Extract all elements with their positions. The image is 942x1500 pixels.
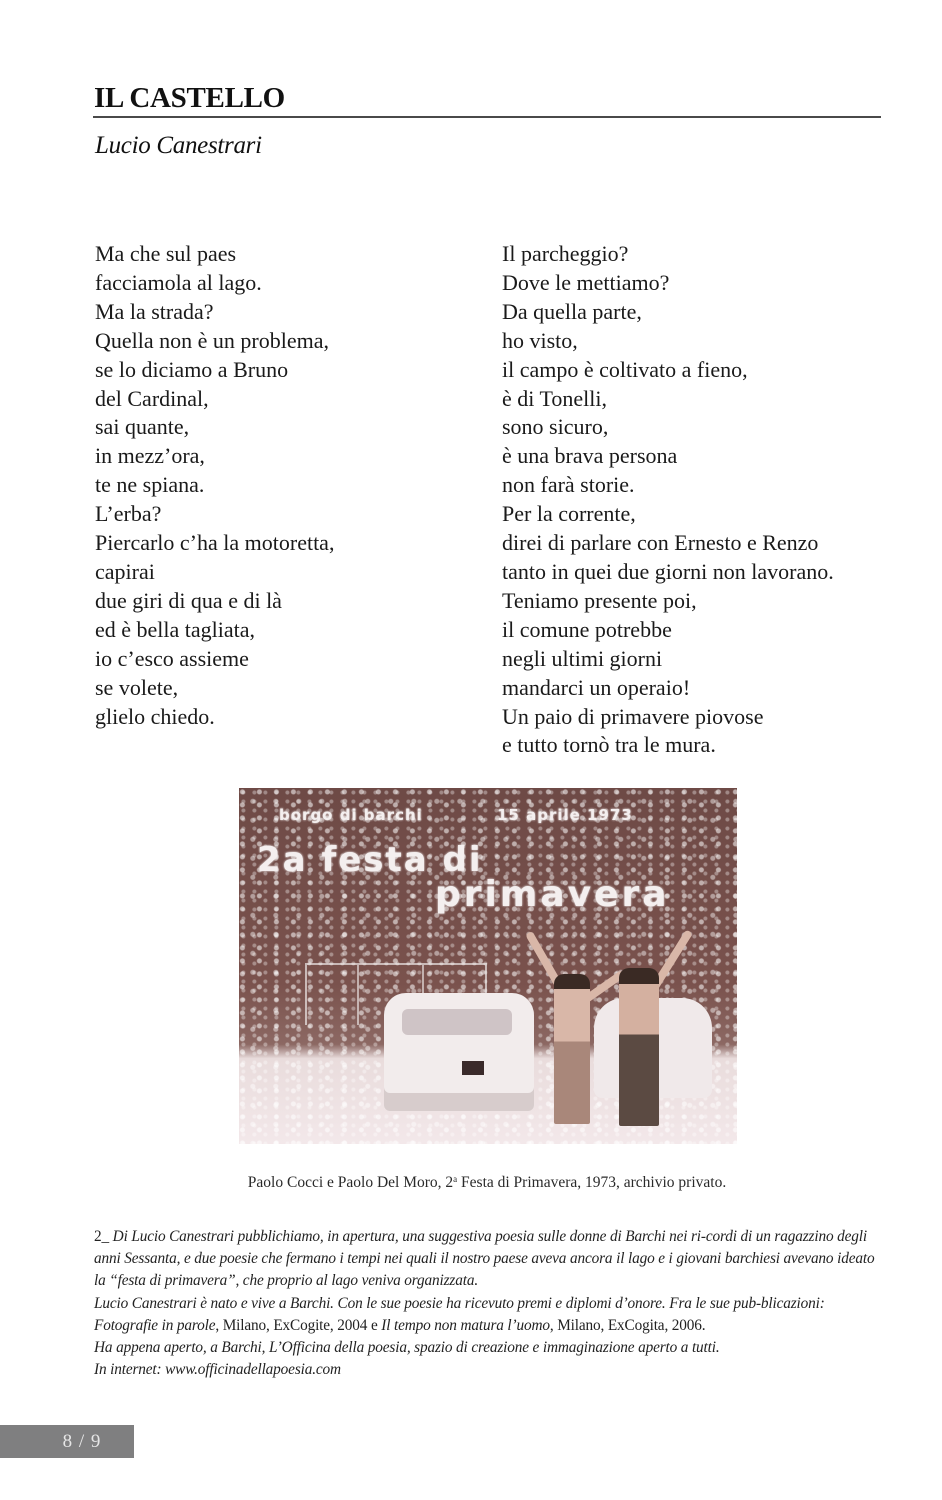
sign-text-primavera: primavera	[435, 874, 670, 915]
footnote-text: , Milano, ExCogite, 2004 e	[215, 1316, 382, 1334]
author-name: Lucio Canestrari	[95, 132, 262, 159]
poem-line: Ma la strada?	[95, 298, 214, 324]
poem-line: negli ultimi giorni	[502, 645, 663, 671]
car-left	[384, 993, 534, 1111]
poem-line: del Cardinal,	[95, 385, 209, 411]
photo-caption	[0, 1169, 942, 1193]
poem-line: se lo diciamo a Bruno	[95, 356, 289, 382]
poem-line: Piercarlo c’ha la motoretta,	[95, 530, 335, 556]
sign-text-borgo: borgo di barchi	[279, 806, 423, 824]
footnote-book-title: Il tempo non matura l’uomo	[381, 1316, 550, 1334]
poem-line: se volete,	[95, 674, 179, 700]
footnote-number: 2_	[94, 1228, 109, 1245]
poem-line: Quella non è un problema,	[95, 327, 329, 353]
page-number-badge: 8 / 9	[0, 1425, 134, 1458]
poem-line: Ma che sul paes	[95, 241, 237, 266]
caption-superscript: a	[453, 1174, 458, 1184]
poem-column-left	[95, 240, 334, 731]
footnote-text: , Milano, ExCogita, 2006.	[549, 1316, 706, 1334]
poem-line: Il parcheggio?	[502, 241, 629, 266]
poem-line: Un paio di primavere piovose	[502, 703, 764, 729]
caption-text: Festa di Primavera, 1973, archivio privato.	[457, 1174, 727, 1191]
person-left	[554, 974, 590, 1124]
poem-line: in mezz’ora,	[95, 443, 205, 469]
poem-line: Teniamo presente poi,	[502, 587, 697, 613]
poem-line: glielo chiedo.	[95, 703, 215, 729]
festival-photo	[239, 788, 737, 1144]
sign-text-festa: 2a festa di	[257, 840, 483, 880]
footnote-website: In internet: www.officinadellapoesia.com	[94, 1361, 341, 1379]
poem-column-right	[502, 240, 834, 760]
poem-line: tanto in quei due giorni non lavorano.	[502, 558, 834, 584]
poem-line: non farà storie.	[502, 472, 635, 498]
poem-line: il campo è coltivato a fieno,	[502, 356, 748, 382]
poem-line: capirai	[95, 558, 155, 584]
footnote-text: Di Lucio Canestrari pubblichiamo, in apertura, una suggestiva poesia sulle donne di Barchi nei ri-cordi di un ragazzino degli anni Sessanta, e due poesie che fermano i tempi nei quali il nostro paese aveva ancora il lago e i giovani barchiesi avevano ideato la “festa di primavera”, che proprio al lago veniva organizzata.	[94, 1228, 875, 1290]
footnote-text: Lucio Canestrari è nato e vive a Barchi. Con le sue poesie ha ricevuto premi e diplomi d’onore. Fra le sue pub-blicazioni: Fotografie in parole	[94, 1294, 825, 1334]
poem-line: io c’esco assieme	[95, 645, 249, 671]
poem-line: Per la corrente,	[502, 501, 636, 527]
poem-line: sono sicuro,	[502, 414, 609, 440]
poem-line: il comune potrebbe	[502, 616, 672, 642]
poem-line: L’erba?	[95, 501, 162, 527]
poem-line: mandarci un operaio!	[502, 674, 691, 700]
poem-line: Da quella parte,	[502, 298, 642, 324]
poem-line: e tutto tornò tra le mura.	[502, 732, 716, 758]
caption-text: Paolo Cocci e Paolo Del Moro, 2	[247, 1174, 454, 1191]
footnote	[94, 1226, 884, 1381]
poem-line: facciamola al lago.	[95, 269, 262, 295]
article-title: IL CASTELLO	[94, 82, 285, 114]
poem-line: due giri di qua e di là	[95, 587, 282, 613]
poem-line: ed è bella tagliata,	[95, 616, 256, 642]
sign-text-date: 15 aprile 1973	[497, 806, 633, 824]
title-divider	[93, 116, 881, 118]
poem-line: direi di parlare con Ernesto e Renzo	[502, 530, 819, 556]
person-right	[619, 968, 659, 1126]
footnote-paragraph-1	[94, 1226, 884, 1293]
poem-line: è una brava persona	[502, 443, 678, 469]
poem-line: è di Tonelli,	[502, 385, 607, 411]
poem-line: te ne spiana.	[95, 472, 205, 498]
footnote-paragraph-3: Ha appena aperto, a Barchi, L’Officina della poesia, spazio di creazione e immaginazione aperto a tutti.	[94, 1339, 720, 1357]
footnote-paragraph-2	[94, 1293, 884, 1337]
poem-line: sai quante,	[95, 414, 190, 440]
poem-line: Dove le mettiamo?	[502, 269, 670, 295]
poem-line: ho visto,	[502, 327, 578, 353]
